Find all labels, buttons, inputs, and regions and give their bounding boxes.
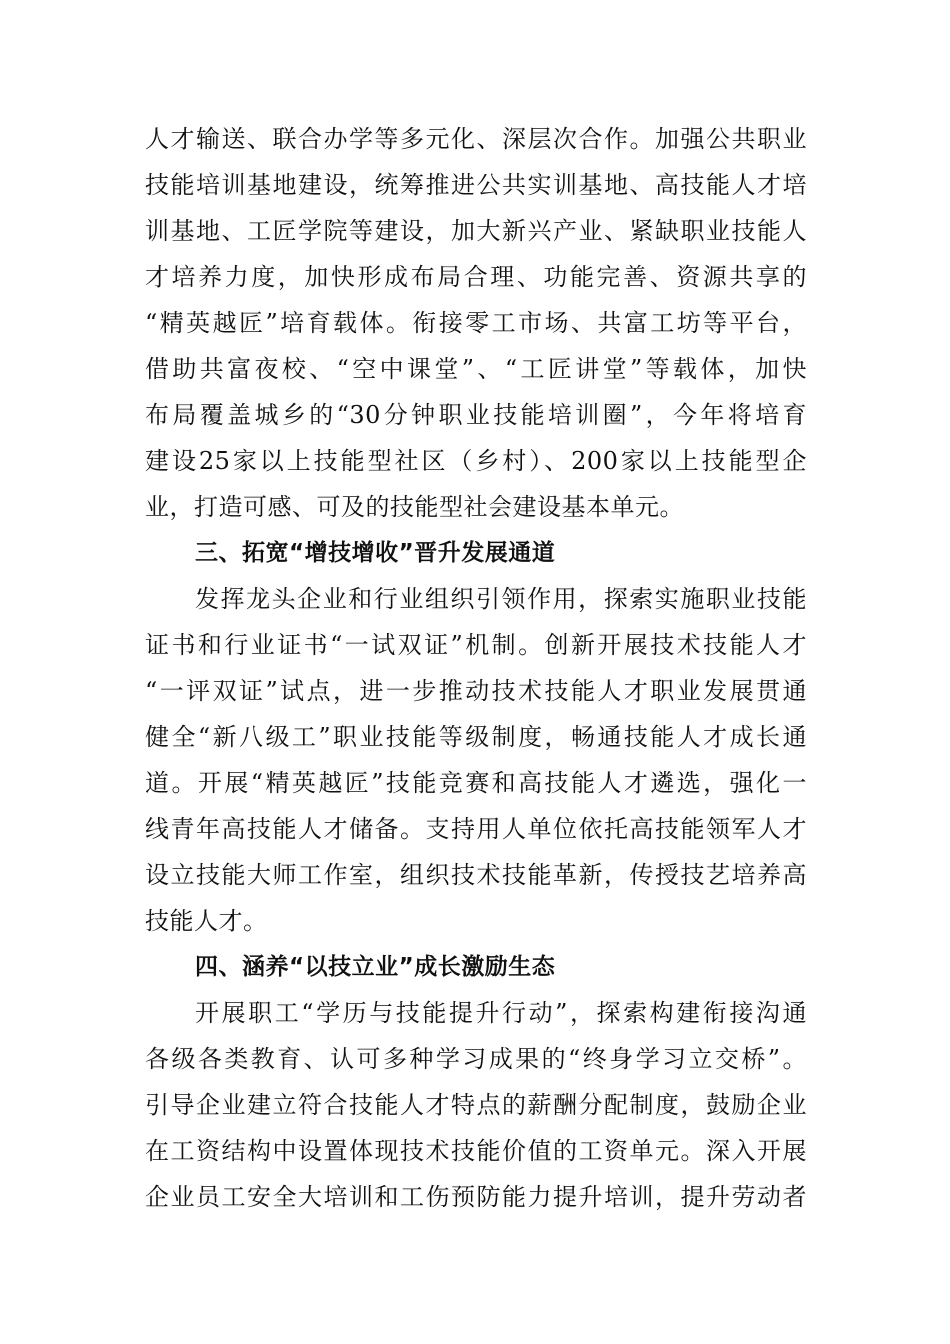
body-text-line: 企业员工安全大培训和工伤预防能力提升培训，提升劳动者 (145, 1183, 807, 1211)
body-text-line: 布局覆盖城乡的“30分钟职业技能培训圈”，今年将培育 (145, 401, 807, 429)
body-text-line: 证书和行业证书“一试双证”机制。创新开展技术技能人才 (145, 631, 807, 659)
body-text-line: 技能培训基地建设，统筹推进公共实训基地、高技能人才培 (145, 171, 807, 199)
body-text-line: 才培养力度，加快形成布局合理、功能完善、资源共享的 (145, 263, 807, 291)
body-text-line: 业，打造可感、可及的技能型社会建设基本单元。 (145, 493, 684, 521)
body-text-line: 引导企业建立符合技能人才特点的薪酬分配制度，鼓励企业 (145, 1091, 807, 1119)
body-text-line: 健全“新八级工”职业技能等级制度，畅通技能人才成长通 (145, 723, 807, 751)
body-text-line: 设立技能大师工作室，组织技术技能革新，传授技艺培养高 (145, 861, 807, 889)
body-text-line: 技能人才。 (145, 907, 268, 935)
body-text-line: “一评双证”试点，进一步推动技术技能人才职业发展贯通 (145, 677, 807, 705)
body-text-line: 线青年高技能人才储备。支持用人单位依托高技能领军人才 (145, 815, 807, 843)
body-text-line: 建设25家以上技能型社区（乡村）、200家以上技能型企 (145, 447, 807, 475)
body-text-line: 道。开展“精英越匠”技能竞赛和高技能人才遴选，强化一 (145, 769, 807, 797)
section-heading-3: 三、拓宽“增技增收”晋升发展通道 (195, 540, 556, 566)
body-text-line: “精英越匠”培育载体。衔接零工市场、共富工坊等平台， (145, 309, 807, 337)
body-text-line: 训基地、工匠学院等建设，加大新兴产业、紧缺职业技能人 (145, 217, 807, 245)
body-text-line: 在工资结构中设置体现技术技能价值的工资单元。深入开展 (145, 1137, 807, 1165)
body-text-line: 人才输送、联合办学等多元化、深层次合作。加强公共职业 (145, 125, 807, 153)
body-text-line: 各级各类教育、认可多种学习成果的“终身学习立交桥”。 (145, 1045, 807, 1073)
body-text-line: 借助共富夜校、“空中课堂”、“工匠讲堂”等载体，加快 (145, 355, 807, 383)
section-heading-4: 四、涵养“以技立业”成长激励生态 (195, 954, 556, 980)
body-text-line: 开展职工“学历与技能提升行动”，探索构建衔接沟通 (195, 999, 807, 1027)
body-text-line: 发挥龙头企业和行业组织引领作用，探索实施职业技能 (195, 585, 807, 613)
